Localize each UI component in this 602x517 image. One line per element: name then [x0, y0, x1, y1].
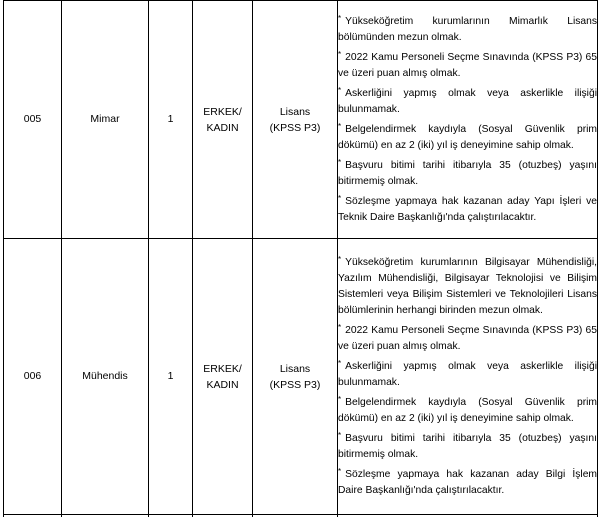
bullet-star: * — [338, 358, 342, 368]
requirement-item — [338, 122, 597, 154]
requirement-text: Belgelendirmek kaydıyla (Sosyal Güvenlik prim dökümü) en az 2 (iki) yıl iş deneyimine sahip olmak. — [338, 123, 597, 151]
requirement-text: 2022 Kamu Personeli Seçme Sınavında (KPSS P3) 65 ve üzeri puan almış olmak. — [338, 51, 597, 79]
position-code: 005 — [23, 113, 42, 125]
table-row — [4, 1, 598, 239]
requirement-item — [338, 323, 597, 355]
requirement-item — [338, 359, 597, 391]
position-count-cell — [149, 239, 193, 515]
position-code: 006 — [23, 370, 42, 382]
requirement-text: Başvuru bitimi tarihi itibarıyla 35 (otuzbeş) yaşını bitirmemiş olmak. — [338, 159, 597, 187]
requirements-cell — [338, 1, 598, 239]
position-count: 1 — [167, 370, 174, 382]
bullet-star: * — [338, 466, 342, 476]
requirement-item — [338, 395, 597, 427]
gender-line-2: KADIN — [206, 378, 239, 391]
gender-cell — [193, 1, 253, 239]
bullet-star: * — [338, 157, 342, 167]
requirement-text: Sözleşme yapmaya hak kazanan aday Yapı İşleri ve Teknik Daire Başkanlığı'nda çalıştırılacaktır. — [338, 195, 597, 223]
requirement-text: Sözleşme yapmaya hak kazanan aday Bilgi İşlem Daire Başkanlığı'nda çalıştırılacaktır. — [338, 468, 597, 496]
bullet-star: * — [338, 193, 342, 203]
bullet-star: * — [338, 254, 342, 264]
table-row — [4, 239, 598, 515]
requirement-text: 2022 Kamu Personeli Seçme Sınavında (KPSS P3) 65 ve üzeri puan almış olmak. — [338, 324, 597, 352]
position-title-cell — [62, 239, 149, 515]
requirement-text: Askerliğini yapmış olmak veya askerlikle ilişiği bulunmamak. — [338, 360, 597, 388]
requirement-item — [338, 14, 597, 46]
requirement-text: Belgelendirmek kaydıyla (Sosyal Güvenlik prim dökümü) en az 2 (iki) yıl iş deneyimine sahip olmak. — [338, 396, 597, 424]
requirement-item — [338, 50, 597, 82]
requirement-text: Başvuru bitimi tarihi itibarıyla 35 (otuzbeş) yaşını bitirmemiş olmak. — [338, 432, 597, 460]
position-title-cell — [62, 1, 149, 239]
bullet-star: * — [338, 13, 342, 23]
requirement-item — [338, 158, 597, 190]
bullet-star: * — [338, 121, 342, 131]
position-table — [3, 0, 598, 517]
education-line-2: (KPSS P3) — [269, 378, 321, 391]
education-line-2: (KPSS P3) — [269, 121, 321, 134]
bullet-star: * — [338, 394, 342, 404]
requirement-item — [338, 467, 597, 499]
education-cell — [253, 239, 338, 515]
gender-line-1: ERKEK/ — [203, 105, 242, 118]
bullet-star: * — [338, 85, 342, 95]
bullet-star: * — [338, 322, 342, 332]
bullet-star: * — [338, 49, 342, 59]
position-count-cell — [149, 1, 193, 239]
bullet-star: * — [338, 430, 342, 440]
education-line-1: Lisans — [279, 362, 311, 375]
gender-line-1: ERKEK/ — [203, 362, 242, 375]
position-count: 1 — [167, 113, 174, 125]
requirement-item — [338, 431, 597, 463]
requirement-item — [338, 194, 597, 226]
position-title: Mimar — [90, 113, 120, 125]
requirement-item — [338, 86, 597, 118]
gender-cell — [193, 239, 253, 515]
requirement-text: Yükseköğretim kurumlarının Bilgisayar Mühendisliği, Yazılım Mühendisliği, Bilgisayar Teknolojisi ve Bilişim Sistemleri veya Bilişim Sistemleri ve Teknolojileri Lisans bölümlerinin herhangi birinden mezun olmak. — [338, 256, 597, 316]
education-cell — [253, 1, 338, 239]
requirement-item — [338, 255, 597, 319]
position-code-cell — [4, 1, 62, 239]
position-code-cell — [4, 239, 62, 515]
position-title: Mühendis — [82, 370, 128, 382]
requirement-text: Yükseköğretim kurumlarının Mimarlık Lisans bölümünden mezun olmak. — [338, 15, 597, 43]
gender-line-2: KADIN — [206, 121, 239, 134]
requirement-text: Askerliğini yapmış olmak veya askerlikle ilişiği bulunmamak. — [338, 87, 597, 115]
education-line-1: Lisans — [279, 105, 311, 118]
requirements-cell — [338, 239, 598, 515]
